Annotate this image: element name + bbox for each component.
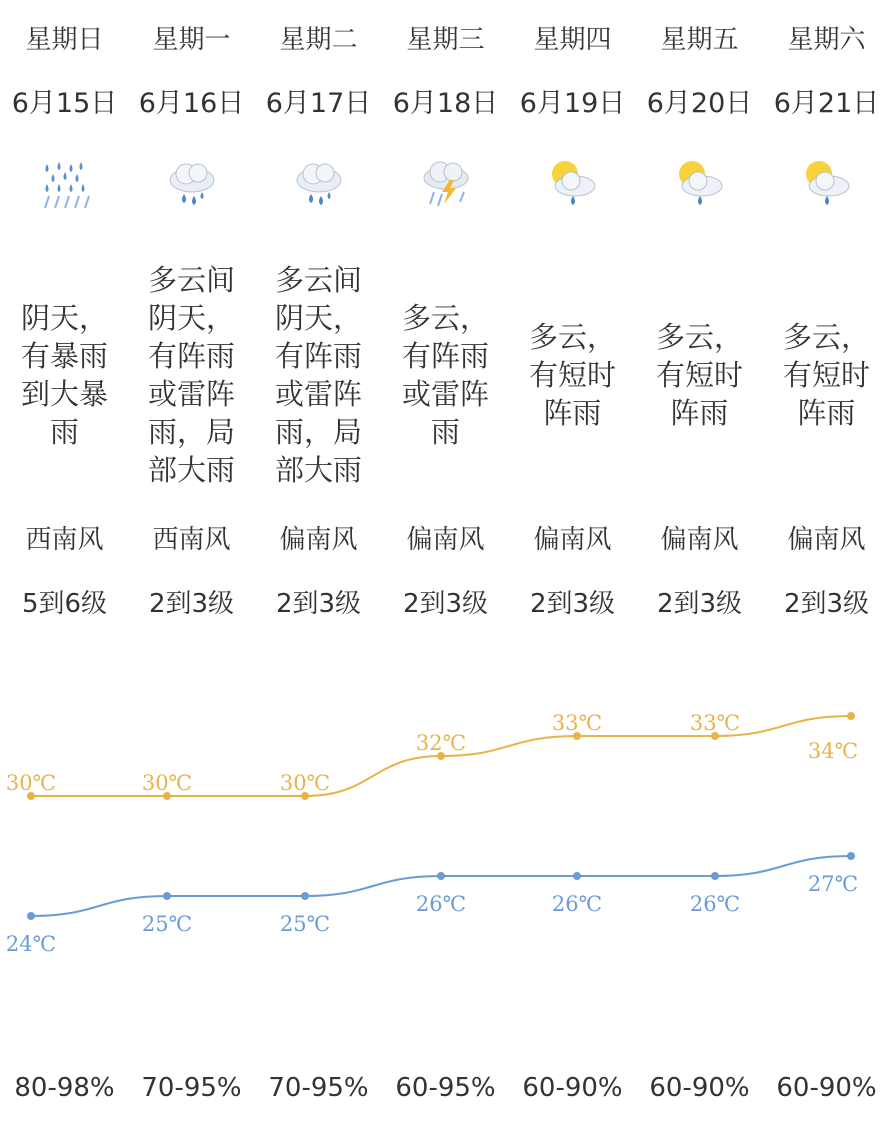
weather-description: 多云，有短时阵雨	[782, 320, 870, 430]
humidity-range: 60-90%	[522, 1073, 623, 1103]
weekday-label: 星期五	[660, 25, 739, 55]
weekday-label: 星期二	[279, 25, 358, 55]
temperature-chart	[0, 660, 890, 990]
wind-direction: 偏南风	[660, 525, 739, 555]
date-label: 6月16日	[138, 88, 245, 119]
weather-description: 多云，有短时阵雨	[655, 320, 743, 430]
low-temp-point	[573, 872, 581, 880]
date-label: 6月21日	[773, 88, 880, 119]
humidity-range: 60-90%	[649, 1073, 750, 1103]
wind-direction: 偏南风	[533, 525, 612, 555]
high-temp-label: 33℃	[689, 711, 741, 735]
date-label: 6月15日	[11, 88, 118, 119]
sun-cloud-rain-icon	[801, 158, 853, 210]
low-temp-point	[437, 872, 445, 880]
humidity-range: 70-95%	[268, 1073, 369, 1103]
high-temp-label: 34℃	[807, 739, 859, 763]
weekday-label: 星期一	[152, 25, 231, 55]
low-temp-point	[301, 892, 309, 900]
thunderstorm-icon	[420, 158, 472, 210]
weekday-label: 星期六	[787, 25, 866, 55]
low-temp-label: 26℃	[551, 892, 603, 916]
cloud-rain-icon	[293, 158, 345, 210]
low-temp-label: 26℃	[689, 892, 741, 916]
date-label: 6月18日	[392, 88, 499, 119]
cloud-rain-icon	[166, 158, 218, 210]
sun-cloud-rain-icon	[674, 158, 726, 210]
weather-description: 多云间阴天，有阵雨或雷阵雨，局部大雨	[147, 263, 235, 487]
weather-description: 阴天，有暴雨到大暴雨	[20, 301, 108, 449]
wind-level: 2到3级	[529, 589, 616, 619]
low-temp-point	[27, 912, 35, 920]
high-temp-label: 30℃	[141, 771, 193, 795]
weather-description: 多云，有阵雨或雷阵雨	[401, 301, 489, 449]
wind-level: 2到3级	[783, 589, 870, 619]
low-temp-label: 24℃	[5, 932, 57, 956]
wind-level: 2到3级	[402, 589, 489, 619]
weather-description: 多云，有短时阵雨	[528, 320, 616, 430]
wind-direction: 西南风	[25, 525, 104, 555]
wind-direction: 偏南风	[406, 525, 485, 555]
low-temp-label: 27℃	[807, 872, 859, 896]
wind-level: 2到3级	[148, 589, 235, 619]
low-temp-point	[163, 892, 171, 900]
weather-description: 多云间阴天，有阵雨或雷阵雨，局部大雨	[274, 263, 362, 487]
low-temp-point	[847, 852, 855, 860]
wind-level: 2到3级	[275, 589, 362, 619]
humidity-range: 60-90%	[776, 1073, 877, 1103]
date-label: 6月17日	[265, 88, 372, 119]
high-temp-label: 33℃	[551, 711, 603, 735]
weekday-label: 星期日	[25, 25, 104, 55]
heavy-rain-icon	[39, 158, 91, 210]
high-temp-label: 30℃	[5, 771, 57, 795]
weekday-label: 星期三	[406, 25, 485, 55]
high-temp-label: 32℃	[415, 731, 467, 755]
low-temp-label: 26℃	[415, 892, 467, 916]
high-temp-point	[847, 712, 855, 720]
humidity-range: 60-95%	[395, 1073, 496, 1103]
weekday-label: 星期四	[533, 25, 612, 55]
wind-direction: 偏南风	[279, 525, 358, 555]
low-temp-point	[711, 872, 719, 880]
date-label: 6月20日	[646, 88, 753, 119]
low-temp-label: 25℃	[279, 912, 331, 936]
sun-cloud-rain-icon	[547, 158, 599, 210]
humidity-range: 80-98%	[14, 1073, 115, 1103]
wind-direction: 西南风	[152, 525, 231, 555]
humidity-range: 70-95%	[141, 1073, 242, 1103]
wind-level: 2到3级	[656, 589, 743, 619]
date-label: 6月19日	[519, 88, 626, 119]
low-temp-label: 25℃	[141, 912, 193, 936]
wind-level: 5到6级	[21, 589, 108, 619]
high-temp-label: 30℃	[279, 771, 331, 795]
wind-direction: 偏南风	[787, 525, 866, 555]
